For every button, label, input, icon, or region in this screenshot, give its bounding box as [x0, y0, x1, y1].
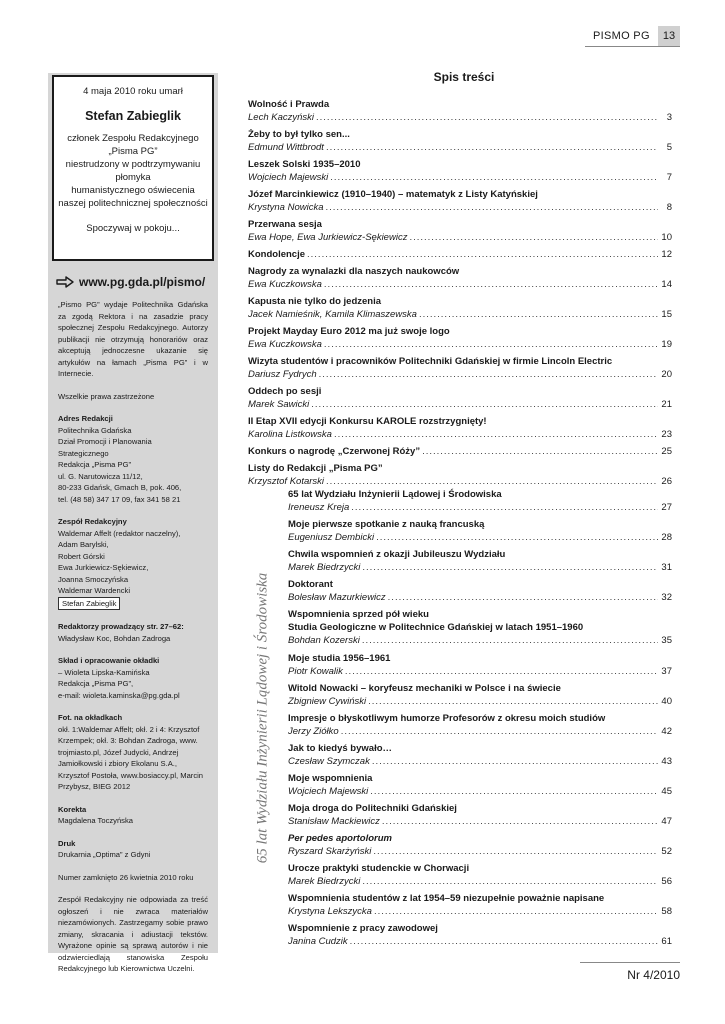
photo-credits: okł. 1:Waldemar Affelt; okł. 2 i 4: Krzysztof Krzempek; okł. 3: Bohdan Zadroga, www. trojmiasto.pl, Józef Judycki, Andrzej Jamiołkowski i zbiory Ekolanu S.A., Krzysztof Postoła, www.bosiaccy.pl, Marcin Przybysz, BIEG 2012 — [58, 724, 204, 791]
obituary-name: Stefan Zabieglik — [85, 109, 181, 123]
entry-author: Marek Biedrzycki — [288, 562, 361, 573]
obituary-closing: Spoczywaj w pokoju... — [86, 223, 180, 234]
leader-dots — [341, 725, 658, 738]
entry-title: Jak to kiedyś bywało… — [288, 743, 393, 754]
guest-editors: Władysław Koc, Bohdan Zadroga — [58, 633, 171, 643]
entry-title: Moje pierwsze spotkanie z nauką francuską — [288, 519, 485, 530]
entry-title: Wolność i Prawda — [248, 99, 330, 110]
entry-title: Moja droga do Politechniki Gdańskiej — [288, 803, 457, 814]
leader-dots — [362, 561, 658, 574]
entry-title: Moje wspomnienia — [288, 773, 373, 784]
entry-page: 12 — [661, 249, 672, 260]
guest-editors-title: Redaktorzy prowadzący str. 27–62: — [58, 622, 184, 631]
team-member: Waldemar Affelt (redaktor naczelny), — [58, 528, 181, 538]
team-block — [58, 516, 208, 610]
entry-page: 32 — [661, 592, 672, 603]
entry-title: Leszek Solski 1935–2010 — [248, 159, 361, 170]
entry-author: Krystyna Nowicka — [248, 202, 324, 213]
entry-author: Ewa Kuczkowska — [248, 339, 322, 350]
entry-title: Chwila wspomnień z okazji Jubileuszu Wydziału — [288, 549, 506, 560]
toc-entry[interactable] — [248, 128, 672, 158]
toc-entry[interactable] — [288, 682, 672, 712]
entry-title: Oddech po sesji — [248, 386, 322, 397]
entry-page: 35 — [661, 635, 672, 646]
toc-list — [248, 98, 672, 492]
obituary-date: 4 maja 2010 roku umarł — [83, 86, 183, 97]
entry-title: Urocze praktyki studenckie w Chorwacji — [288, 863, 470, 874]
entry-title: Wspomnienia sprzed pół wieku — [288, 609, 429, 620]
entry-title: Konkurs o nagrodę „Czerwonej Róży” — [248, 446, 421, 457]
entry-author: Dariusz Fydrych — [248, 369, 317, 380]
entry-page: 19 — [661, 339, 672, 350]
entry-page: 37 — [661, 666, 672, 677]
entry-author: Wojciech Majewski — [288, 786, 369, 797]
obituary-description: członek Zespołu Redakcyjnego „Pisma PG” niestrudzony w podtrzymywaniu płomyka humanistycznego oświecenia naszej politechnicznej społeczności — [58, 133, 208, 209]
entry-author: Krystyna Lekszycka — [288, 906, 372, 917]
entry-page: 15 — [661, 309, 672, 320]
entry-title: Projekt Mayday Euro 2012 ma już swoje logo — [248, 326, 450, 337]
entry-title: II Etap XVII edycji Konkursu KAROLE rozstrzygnięty! — [248, 416, 487, 427]
toc-entry[interactable] — [288, 892, 672, 922]
entry-title: Przerwana sesja — [248, 219, 322, 230]
address-title: Adres Redakcji — [58, 414, 113, 423]
entry-title: Per pedes aportolorum — [288, 833, 392, 844]
entry-author: Stanisław Mackiewicz — [288, 816, 380, 827]
toc-entry[interactable] — [288, 608, 672, 652]
entry-page: 45 — [661, 786, 672, 797]
entry-author: Zbigniew Cywiński — [288, 696, 367, 707]
entry-page: 23 — [661, 429, 672, 440]
leader-dots — [409, 231, 658, 244]
toc-entry[interactable] — [248, 445, 672, 462]
entry-page: 10 — [661, 232, 672, 243]
website-row[interactable] — [56, 273, 216, 291]
address-line: Redakcja „Pisma PG” — [58, 460, 132, 469]
team-member: Ewa Jurkiewicz-Sękiewicz, — [58, 563, 149, 572]
entry-author: Marek Sawicki — [248, 399, 310, 410]
entry-title: 65 lat Wydziału Inżynierii Lądowej i Środowiska — [288, 489, 502, 500]
toc-entry[interactable] — [248, 325, 672, 355]
entry-page: 31 — [661, 562, 672, 573]
toc-entry[interactable] — [248, 188, 672, 218]
toc-entry[interactable] — [288, 548, 672, 578]
entry-author: Lech Kaczyński — [248, 112, 315, 123]
leader-dots — [334, 428, 658, 441]
closing-date: Numer zamknięto 26 kwietnia 2010 roku — [58, 872, 194, 882]
entry-title: Kapusta nie tylko do jedzenia — [248, 296, 382, 307]
address-line: Dział Promocji i Planowania — [58, 437, 152, 446]
entry-page: 3 — [666, 112, 672, 123]
header-divider — [585, 46, 680, 47]
leader-dots — [326, 475, 658, 488]
entry-title: Doktorant — [288, 579, 333, 590]
entry-page: 47 — [661, 816, 672, 827]
toc-title: Spis treści — [433, 70, 495, 84]
entry-title: Wizyta studentów i pracowników Politechniki Gdańskiej w firmie Lincoln Electric — [248, 356, 613, 367]
rights-note: Wszelkie prawa zastrzeżone — [58, 391, 155, 401]
layout-line: Redakcja „Pisma PG”, — [58, 679, 134, 688]
toc-entry[interactable] — [288, 578, 672, 608]
entry-title: Listy do Redakcji „Pisma PG” — [248, 463, 383, 474]
entry-page: 27 — [661, 502, 672, 513]
entry-page: 25 — [661, 446, 672, 457]
entry-title: Wspomnienia studentów z lat 1954–59 niezupełnie poważnie napisane — [288, 893, 605, 904]
toc-entry[interactable] — [288, 802, 672, 832]
toc-entry[interactable] — [248, 248, 672, 265]
entry-page: 7 — [666, 172, 672, 183]
issue-number: Nr 4/2010 — [627, 968, 680, 982]
toc-entry[interactable] — [288, 652, 672, 682]
entry-page: 61 — [661, 936, 672, 947]
entry-author: Bohdan Kozerski — [288, 635, 360, 646]
entry-page: 5 — [666, 142, 672, 153]
entry-page: 56 — [661, 876, 672, 887]
leader-dots — [373, 845, 658, 858]
toc-entry[interactable] — [248, 265, 672, 295]
layout-line: e-mail: wioleta.kaminska@pg.gda.pl — [58, 690, 180, 700]
arrow-right-icon — [56, 276, 74, 288]
toc-entry[interactable] — [248, 218, 672, 248]
leader-dots — [419, 308, 658, 321]
entry-author: Ryszard Skarżyński — [288, 846, 372, 857]
photo-title: Fot. na okładkach — [58, 713, 123, 722]
entry-page: 21 — [661, 399, 672, 410]
layout-title: Skład i opracowanie okładki — [58, 656, 160, 665]
proof-block — [58, 804, 208, 827]
team-title: Zespół Redakcyjny — [58, 517, 127, 526]
print-title: Druk — [58, 838, 76, 848]
entry-author: Jerzy Ziółko — [288, 726, 339, 737]
toc-entry[interactable] — [288, 862, 672, 892]
team-member-boxed: Stefan Zabieglik — [58, 597, 120, 611]
leader-dots — [376, 531, 658, 544]
leader-dots — [362, 875, 658, 888]
leader-dots — [374, 905, 658, 918]
toc-entry[interactable] — [288, 832, 672, 862]
toc-entry[interactable] — [248, 415, 672, 445]
entry-page: 28 — [661, 532, 672, 543]
print-name: Drukarnia „Optima” z Gdyni — [58, 850, 151, 859]
entry-title: Kondolencje — [248, 249, 306, 260]
magazine-name: PISMO PG — [593, 30, 650, 42]
address-line: Strategicznego — [58, 448, 109, 458]
entry-author: Marek Biedrzycki — [288, 876, 361, 887]
entry-page: 20 — [661, 369, 672, 380]
team-member: Adam Barylski, — [58, 540, 109, 549]
toc-entry[interactable] — [288, 488, 672, 518]
section-label — [248, 488, 278, 948]
entry-author: Bolesław Mazurkiewicz — [288, 592, 386, 603]
special-section — [248, 488, 672, 948]
address-line: ul. G. Narutowicza 11/12, — [58, 471, 143, 481]
disclaimer: Zespół Redakcyjny nie odpowiada za treść ogłoszeń i nie zwraca materiałów niezamówionych. Zastrzegamy sobie prawo zmiany, skracania i adiustacji tekstów. Wyrażone opinie są sprawą autorów i nie odzwierciedlają stanowiska Zespołu Redakcyjnego lub Kierownictwa Uczelni. — [58, 895, 208, 973]
toc-entry[interactable] — [248, 158, 672, 188]
page-number: 13 — [658, 26, 680, 46]
layout-line: – Wioleta Lipska-Kamińska — [58, 667, 150, 677]
address-line: tel. (48 58) 347 17 09, fax 341 58 21 — [58, 494, 181, 504]
entry-title: Żeby to był tylko sen... — [248, 129, 350, 140]
entry-author: Jacek Namieśnik, Kamila Klimaszewska — [248, 309, 417, 320]
address-block — [58, 413, 208, 505]
entry-author: Edmund Wittbrodt — [248, 142, 324, 153]
toc-entry[interactable] — [288, 518, 672, 548]
leader-dots — [372, 755, 658, 768]
toc-entry[interactable] — [248, 385, 672, 415]
toc-entry[interactable] — [288, 742, 672, 772]
leader-dots — [316, 111, 658, 124]
entry-page: 52 — [661, 846, 672, 857]
leader-dots — [326, 201, 659, 214]
toc-entry[interactable] — [288, 712, 672, 742]
footer-divider — [580, 962, 680, 963]
entry-page: 14 — [661, 279, 672, 290]
entry-title: Witold Nowacki – koryfeusz mechaniki w Polsce i na świecie — [288, 683, 561, 694]
address-line: Politechnika Gdańska — [58, 425, 132, 435]
entry-title: Moje studia 1956–1961 — [288, 653, 391, 664]
entry-author: Ewa Kuczkowska — [248, 279, 322, 290]
entry-author: Wojciech Majewski — [248, 172, 329, 183]
entry-page: 8 — [666, 202, 672, 213]
address-line: 80-233 Gdańsk, Gmach B, pok. 406, — [58, 483, 182, 492]
proof-name: Magdalena Toczyńska — [58, 816, 133, 825]
guest-editors-block — [58, 621, 208, 644]
page-header — [585, 26, 680, 46]
toc-entry[interactable] — [248, 98, 672, 128]
entry-author: Janina Cudzik — [288, 936, 348, 947]
section-toc-list — [288, 488, 672, 952]
leader-dots — [326, 141, 658, 154]
team-member: Joanna Smoczyńska — [58, 574, 129, 584]
entry-page: 40 — [661, 696, 672, 707]
publisher-note: „Pismo PG” wydaje Politechnika Gdańska za zgodą Rektora i na zasadzie pracy społecznej Zespołu Redakcyjnego. Autorzy publikacji nie otrzymują honorariów oraz akceptują jednoczesne ukazanie się artykułów na łamach „Pisma PG” i w Internecie. — [58, 300, 208, 378]
entry-author: Ewa Hope, Ewa Jurkiewicz-Sękiewicz — [248, 232, 408, 243]
team-member: Waldemar Wardencki — [58, 586, 131, 595]
entry-author: Piotr Kowalik — [288, 666, 343, 677]
proof-title: Korekta — [58, 804, 87, 814]
layout-block — [58, 655, 208, 701]
website-link[interactable]: www.pg.gda.pl/pismo/ — [79, 275, 206, 289]
entry-title: Wspomnienie z pracy zawodowej — [288, 923, 438, 934]
entry-author: Czesław Szymczak — [288, 756, 370, 767]
entry-page: 58 — [661, 906, 672, 917]
editorial-info — [58, 299, 208, 986]
section-label-text: 65 lat Wydziału Inżynierii Lądowej i Środowiska — [254, 572, 271, 864]
entry-page: 26 — [661, 476, 672, 487]
obituary-box — [52, 75, 214, 261]
entry-author: Krzysztof Kotarski — [248, 476, 325, 487]
print-block — [58, 838, 208, 861]
leader-dots — [307, 248, 658, 261]
entry-page: 43 — [661, 756, 672, 767]
leader-dots — [324, 278, 658, 291]
entry-title: Józef Marcinkiewicz (1910–1940) – matematyk z Listy Katyńskiej — [248, 189, 538, 200]
leader-dots — [368, 695, 658, 708]
sidebar — [48, 73, 218, 973]
team-member: Robert Górski — [58, 551, 105, 561]
toc-entry[interactable] — [248, 295, 672, 325]
leader-dots — [362, 634, 658, 647]
entry-author: Eugeniusz Dembicki — [288, 532, 375, 543]
leader-dots — [382, 815, 658, 828]
toc-entry[interactable] — [288, 922, 672, 952]
leader-dots — [370, 785, 658, 798]
leader-dots — [324, 338, 658, 351]
toc-entry[interactable] — [288, 772, 672, 802]
toc-entry[interactable] — [248, 355, 672, 385]
leader-dots — [351, 501, 658, 514]
photo-block — [58, 712, 208, 793]
entry-page: 42 — [661, 726, 672, 737]
leader-dots — [311, 398, 658, 411]
leader-dots — [350, 935, 658, 948]
entry-author: Karolina Listkowska — [248, 429, 332, 440]
leader-dots — [422, 445, 658, 458]
entry-title: Nagrody za wynalazki dla naszych naukowców — [248, 266, 460, 277]
leader-dots — [388, 591, 658, 604]
leader-dots — [330, 171, 658, 184]
entry-title: Impresje o błyskotliwym humorze Profesorów z okresu moich studiów — [288, 713, 606, 724]
leader-dots — [319, 368, 658, 381]
entry-author: Ireneusz Kreja — [288, 502, 350, 513]
leader-dots — [345, 665, 658, 678]
entry-subtitle: Studia Geologiczne w Politechnice Gdańskiej w latach 1951–1960 — [288, 622, 584, 633]
